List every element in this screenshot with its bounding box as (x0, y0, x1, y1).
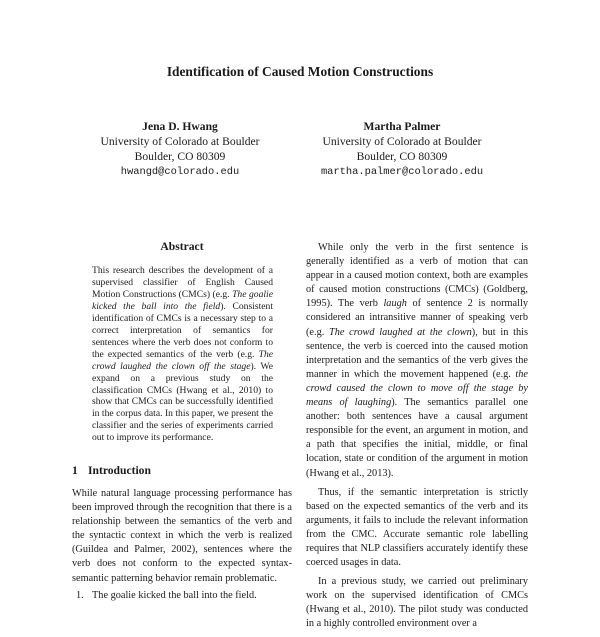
example-sentence-1: 1. The goalie kicked the ball into the field. (76, 590, 257, 601)
section-heading-introduction: 1 Introduction (72, 464, 151, 477)
author-email: hwangd@colorado.edu (120, 165, 240, 178)
author-name: Martha Palmer (363, 120, 441, 133)
abstract-text: This research describes the development of a supervised classifier of English Caused Motion Constructions (CMCs) (e.g. The goalie kicked the ball into the field). Consistent identification of CMCs is a necessary step to a correct interpretation of semantics for sentences where the verb does not conform to the expected semantics of the verb (e.g. The crowd laughed the clown off the stage). We expand on a previous study on the classification CMCs (Hwang et al., 2010) to show that CMCs can be successfully identified in the corpus data. In this paper, we present the classifier and the series of experiments carried out to improve its performance. (92, 265, 273, 444)
author-address: Boulder, CO 80309 (134, 150, 226, 164)
paragraph: Thus, if the semantic interpretation is strictly based on the expected semantics of the verb and its arguments, it fails to include the relevant information from the CMC. Accurate semantic role labelling requires that NLP classifiers accurately identify these coerced usages in data. (306, 486, 528, 569)
right-column (306, 241, 528, 637)
author-affiliation: University of Colorado at Boulder (322, 135, 482, 149)
introduction-paragraph: While natural language processing performance has been improved through the recognition that there is a relationship between the semantics of the verb and the syntactic context in which the verb is realized (Guildea and Palmer, 2002), sentences where the verb does not conform to the expected syntax-semantic patterning behavior remain problematic. (72, 488, 292, 584)
author-block-2 (282, 119, 522, 180)
paper-title: Identification of Caused Motion Constructions (166, 64, 434, 79)
author-name: Jena D. Hwang (142, 120, 218, 133)
paragraph: In a previous study, we carried out preliminary work on the supervised identification of CMCs (Hwang et al., 2010). The pilot study was conducted in a highly controlled environment over a (306, 576, 528, 630)
paragraph: While only the verb in the first sentence is generally identified as a verb of motion that can appear in a caused motion context, both are examples of caused motion constructions (CMCs) (Goldberg, 1995). The verb laugh of sentence 2 is normally considered an intransitive manner of speaking verb (e.g. The crowd laughed at the clown), but in this sentence, the verb is coerced into the caused motion interpretation and the semantics of the verb gives the manner in which the movement happened (e.g. the crowd caused the clown to move off the stage by means of laughing). The semantics parallel one another: both sentences have a causal argument responsible for the event, an argument in motion, and a path that specifies the initial, middle, or final location, state or condition of the argument in motion (Hwang et al., 2013). (306, 242, 528, 479)
author-block-1 (60, 119, 300, 180)
author-address: Boulder, CO 80309 (356, 150, 448, 164)
abstract-heading: Abstract (160, 240, 204, 253)
author-affiliation: University of Colorado at Boulder (100, 135, 260, 149)
author-email: martha.palmer@colorado.edu (320, 165, 484, 178)
